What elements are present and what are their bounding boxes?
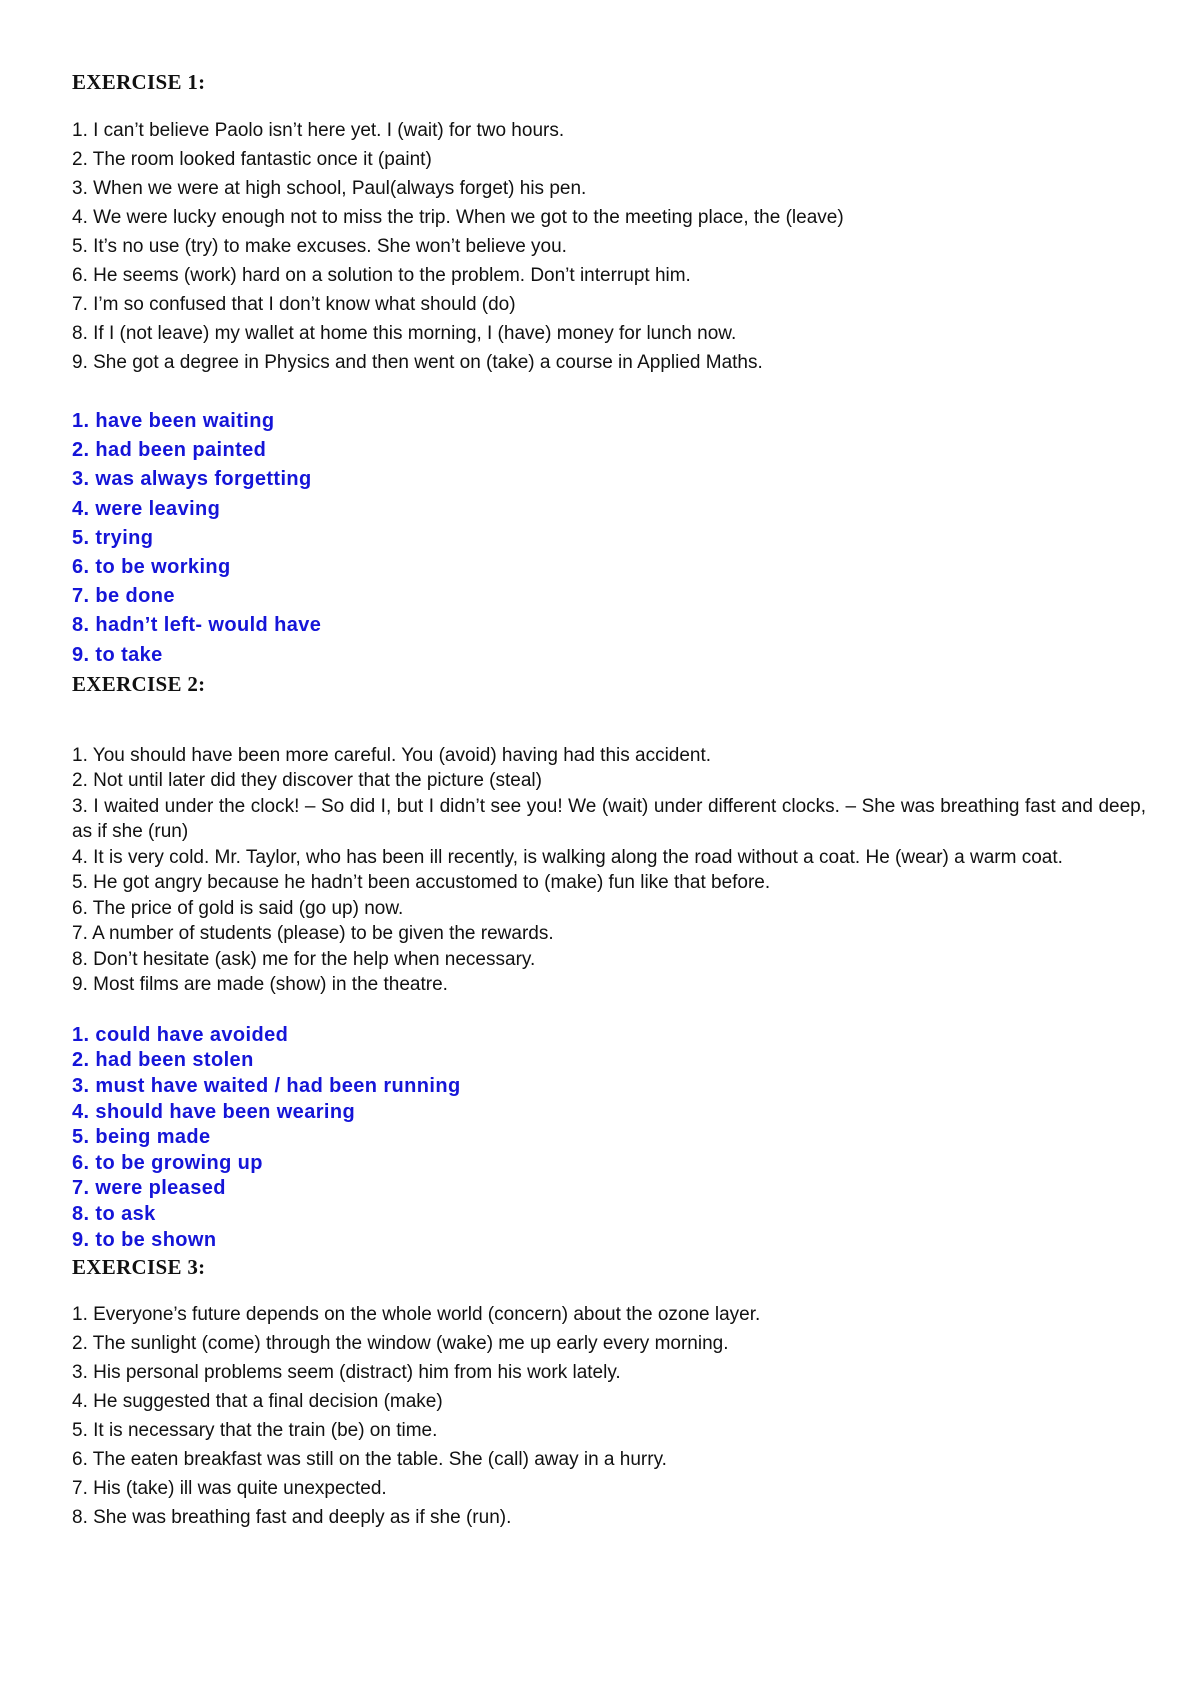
exercise-2-questions — [72, 743, 1146, 998]
answer-item: 1. have been waiting — [72, 410, 275, 432]
answer-item: 7. were pleased — [72, 1177, 226, 1200]
exercise-1 — [72, 70, 1146, 670]
answer-item: 3. must have waited / had been running — [72, 1075, 461, 1098]
question-item: 2. The room looked fantastic once it (paint) — [72, 149, 432, 170]
question-item: 4. We were lucky enough not to miss the trip. When we got to the meeting place, the (leave) — [72, 207, 844, 228]
exercise-2-heading: EXERCISE 2: — [72, 671, 206, 696]
answer-item: 4. should have been wearing — [72, 1100, 356, 1123]
exercise-1-questions — [72, 116, 1146, 377]
answer-item: 2. had been stolen — [72, 1049, 254, 1072]
question-item: 4. He suggested that a final decision (make) — [72, 1391, 443, 1413]
exercise-3-heading: EXERCISE 3: — [72, 1255, 206, 1280]
question-item: 2. Not until later did they discover that the picture (steal) — [72, 770, 542, 792]
question-item: 1. You should have been more careful. You (avoid) having had this accident. — [72, 744, 712, 766]
answer-item: 9. to be shown — [72, 1228, 217, 1251]
answer-item: 2. had been painted — [72, 439, 267, 462]
exercise-3 — [72, 1255, 1146, 1532]
question-item: 3. When we were at high school, Paul(always forget) his pen. — [72, 178, 587, 199]
question-item: 8. If I (not leave) my wallet at home this morning, I (have) money for lunch now. — [72, 323, 737, 344]
question-item: 6. He seems (work) hard on a solution to the problem. Don’t interrupt him. — [72, 265, 691, 286]
answer-item: 6. to be working — [72, 556, 231, 579]
document-page — [72, 70, 1146, 1532]
question-item: 5. It’s no use (try) to make excuses. She won’t believe you. — [72, 236, 567, 257]
question-item: 6. The eaten breakfast was still on the table. She (call) away in a hurry. — [72, 1449, 667, 1471]
question-item: 8. Don’t hesitate (ask) me for the help when necessary. — [72, 948, 536, 970]
question-item: 5. He got angry because he hadn’t been accustomed to (make) fun like that before. — [72, 872, 771, 894]
answer-item: 5. trying — [72, 526, 154, 549]
answer-item: 4. were leaving — [72, 497, 221, 520]
question-item: 6. The price of gold is said (go up) now. — [72, 897, 404, 919]
exercise-1-heading: EXERCISE 1: — [72, 70, 206, 94]
question-item: 3. I waited under the clock! – So did I, but I didn’t see you! We (wait) under different clocks. – She was breathing fast and deep, as if she (run) — [72, 795, 1146, 843]
answer-item: 5. being made — [72, 1126, 211, 1149]
exercise-2 — [72, 672, 1146, 1253]
answer-item: 3. was always forgetting — [72, 468, 312, 491]
question-item: 3. His personal problems seem (distract) him from his work lately. — [72, 1362, 621, 1384]
answer-item: 8. to ask — [72, 1202, 156, 1225]
answer-item: 1. could have avoided — [72, 1023, 289, 1046]
answer-item: 8. hadn’t left- would have — [72, 614, 322, 637]
exercise-2-answers — [72, 1023, 1146, 1253]
question-item: 9. She got a degree in Physics and then went on (take) a course in Applied Maths. — [72, 352, 763, 373]
question-item: 7. A number of students (please) to be given the rewards. — [72, 923, 554, 945]
answer-item: 6. to be growing up — [72, 1151, 263, 1174]
question-item: 1. I can’t believe Paolo isn’t here yet. I (wait) for two hours. — [72, 120, 565, 141]
question-item: 9. Most films are made (show) in the theatre. — [72, 974, 448, 996]
question-item: 1. Everyone’s future depends on the whole world (concern) about the ozone layer. — [72, 1304, 761, 1326]
exercise-3-questions — [72, 1300, 1146, 1532]
answer-item: 9. to take — [72, 643, 163, 666]
question-item: 2. The sunlight (come) through the window (wake) me up early every morning. — [72, 1333, 729, 1355]
question-item: 4. It is very cold. Mr. Taylor, who has been ill recently, is walking along the road without a coat. He (wear) a warm coat. — [72, 846, 1063, 868]
answer-item: 7. be done — [72, 585, 175, 608]
question-item: 5. It is necessary that the train (be) on time. — [72, 1420, 438, 1442]
exercise-1-answers — [72, 407, 1146, 670]
question-item: 8. She was breathing fast and deeply as if she (run). — [72, 1507, 512, 1529]
question-item: 7. I’m so confused that I don’t know what should (do) — [72, 294, 516, 315]
question-item: 7. His (take) ill was quite unexpected. — [72, 1478, 387, 1500]
